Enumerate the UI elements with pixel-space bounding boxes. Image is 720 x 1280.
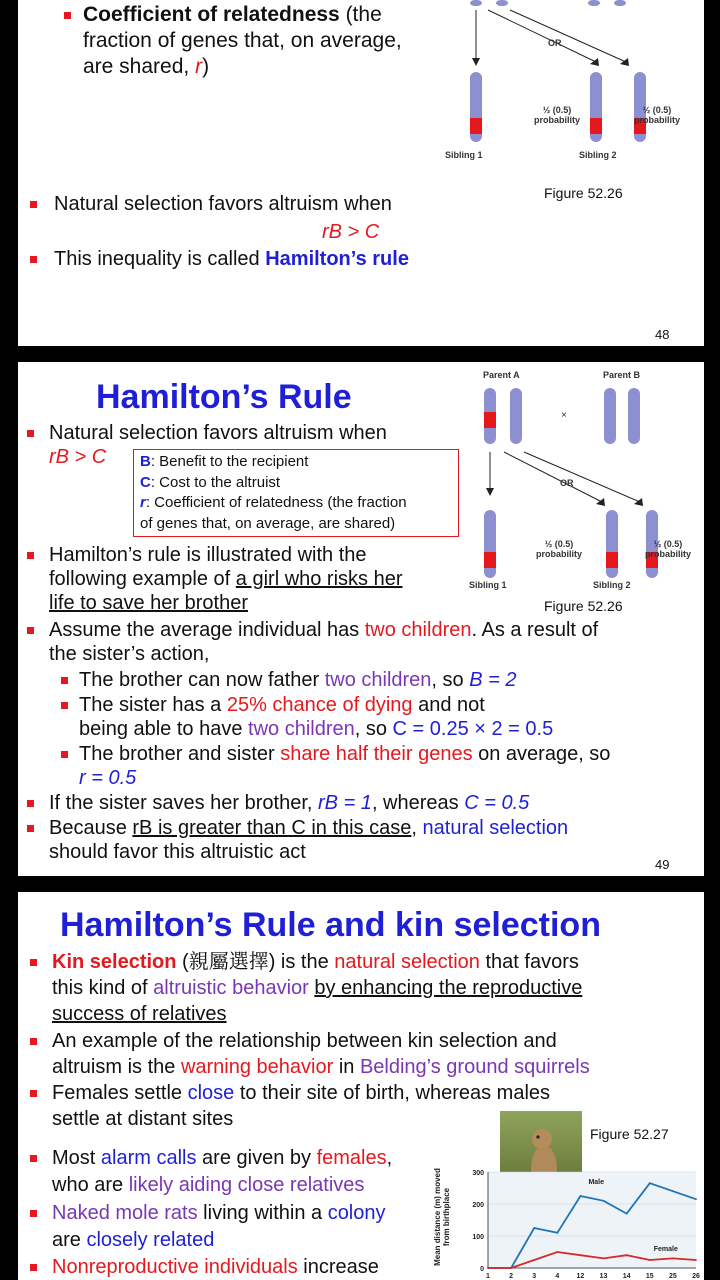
x-tick-label: 13 [599,1273,608,1280]
natural-selection-text: Natural selection favors altruism when [54,193,392,215]
hamilton-rule-prefix: This inequality is called [54,248,266,270]
benefit-children: two children [324,669,432,691]
bullet [64,12,71,19]
alarm-relatives: likely aiding close relatives [128,1174,365,1196]
parent-b-label: Parent B [603,370,641,380]
figure-caption: Figure 52.26 [544,598,623,614]
series-label-female: Female [653,1246,678,1254]
sub-bullet [61,751,68,758]
settle-b: to their site of birth, whereas males [234,1082,551,1104]
relatedness-a: The brother and sister [79,743,281,765]
r-definition: : Coefficient of relatedness (the fraction [145,494,407,511]
alarm-calls: alarm calls [100,1147,197,1169]
data-point-male [603,1200,605,1202]
bullet [30,256,37,263]
bullet [27,825,34,832]
kin-selection-text [52,949,700,1027]
kin-altruistic: altruistic behavior [153,977,309,999]
data-point-female [510,1267,512,1269]
probability-label-2: ½ (0.5) probability [634,105,681,125]
data-point-female [603,1258,605,1260]
beldings-squirrels: Belding’s ground squirrels [359,1056,590,1078]
naked-mole-rats: Naked mole rats [52,1202,198,1224]
data-point-male [556,1232,558,1234]
kin-underlined-2: success of relatives [52,1003,227,1025]
data-point-female [580,1254,582,1256]
cost-children: two children [248,718,355,740]
slide-48 [18,0,704,346]
squirrel-line1: An example of the relationship between kin selection and [52,1030,557,1052]
settle-close: close [187,1082,235,1104]
dispersal-line-chart [458,1162,702,1280]
x-tick-label: 14 [622,1273,631,1280]
or-label: OR [548,38,562,48]
rescue-a: If the sister saves her brother, [49,792,319,814]
y-tick-label: 200 [472,1202,484,1209]
kin-a: (親屬選擇) is the [176,951,335,973]
cost-c: being able to have [79,718,249,740]
mole-rat-colony: colony [327,1202,386,1224]
series-label-male: Male [588,1179,605,1186]
example-line1: Hamilton’s rule is illustrated with the [49,544,367,566]
nonreproductive-term: Nonreproductive individuals [52,1256,298,1278]
example-underlined: a girl who risks her [235,568,403,590]
sibling-2-label: Sibling 2 [579,150,617,160]
data-point-male [672,1190,674,1192]
mole-rat-a: living within a [197,1202,328,1224]
conclusion-b: , [411,817,423,839]
data-point-male [695,1198,697,1200]
bullet [30,1210,37,1217]
rescue-text [49,791,529,815]
r-symbol: r [195,55,203,78]
cost-text [79,693,699,741]
bullet [30,1090,37,1097]
coefficient-text-part: (the [339,3,382,26]
page-number: 48 [655,327,670,342]
coefficient-text-line3: are shared, [83,55,196,78]
squirrel-text [52,1028,700,1080]
two-children: two children [364,619,472,641]
sibling-1-label: Sibling 1 [445,150,483,160]
cost-a: The sister has a [79,694,227,716]
kin-selection-term: Kin selection [52,951,177,973]
kin-underlined: by enhancing the reproductive [314,977,583,999]
slide-title: Hamilton’s Rule [96,378,352,416]
slide-title: Hamilton’s Rule and kin selection [60,906,601,944]
conclusion-a: Because [49,817,133,839]
y-tick-label: 100 [472,1234,484,1241]
x-tick-label: 25 [668,1273,677,1280]
nonreproductive-text [52,1254,472,1280]
data-point-female [626,1254,628,1256]
sibling-2-label: Sibling 2 [593,580,631,590]
mole-rat-text [52,1200,472,1254]
alarm-c: , [386,1147,393,1169]
squirrel-a: altruism is the [52,1056,181,1078]
r-key: r [140,494,146,511]
rescue-eq2: C = 0.5 [464,792,530,814]
assumption-a: Assume the average individual has [49,619,365,641]
data-point-male [580,1195,582,1197]
y-tick-label: 0 [480,1266,484,1273]
assumption-b: . As a result of [471,619,599,641]
hamilton-inequality: rB > C [322,221,380,243]
b-definition: : Benefit to the recipient [150,453,309,470]
or-label: OR [560,478,574,488]
x-tick-label: 26 [692,1273,700,1280]
slide-49 [18,362,704,876]
c-key: C [140,473,151,491]
assumption-text [49,618,699,666]
cost-d: , so [354,718,393,740]
page-number: 49 [655,857,670,872]
r-definition-2: of genes that, on average, are shared) [140,514,396,532]
slide-kin-selection [18,892,704,1280]
bullet [30,1038,37,1045]
coefficient-text-line2: fraction of genes that, on average, [83,29,402,52]
probability-label-1: ½ (0.5) probability [534,105,581,125]
alarm-a: Most [52,1147,101,1169]
squirrel-b: in [333,1056,360,1078]
alarm-b: are given by [196,1147,317,1169]
data-point-female [556,1251,558,1253]
chart-ylabel [433,1160,451,1280]
relatedness-genes: share half their genes [280,743,473,765]
example-underlined-2: life to save her brother [49,592,248,614]
natural-selection-text: Natural selection favors altruism when [49,422,387,444]
coefficient-text-end: ) [202,55,210,78]
coefficient-term: Coefficient of relatedness [83,3,340,26]
coefficient-text [83,2,463,80]
benefit-a: The brother can now father [79,669,325,691]
probability-label-2: ½ (0.5) probability [645,539,692,559]
kin-line2: this kind of [52,977,154,999]
x-tick-label: 3 [532,1273,537,1280]
data-point-male [626,1213,628,1215]
x-tick-label: 2 [509,1273,514,1280]
bullet [27,430,34,437]
conclusion-text [49,816,669,864]
sub-bullet [61,702,68,709]
bullet [27,800,34,807]
kin-natural-selection: natural selection [334,951,480,973]
relatedness-equation: r = 0.5 [79,767,137,789]
rescue-b: , whereas [371,792,465,814]
alarm-text [52,1145,472,1199]
mole-rat-line2: are [52,1229,87,1251]
hamilton-rule-text [54,247,409,271]
alarm-females: females [316,1147,387,1169]
relatedness-b: on average, so [472,743,611,765]
c-definition: : Cost to the altruist [150,473,281,491]
bullet [30,1264,37,1271]
conclusion-underlined: rB is greater than C in this case [132,817,412,839]
bullet [27,552,34,559]
x-tick-label: 1 [486,1273,490,1280]
data-point-female [649,1259,651,1261]
benefit-b: , so [431,669,470,691]
data-point-female [672,1258,674,1260]
bullet [27,627,34,634]
relatedness-text [79,742,699,790]
x-tick-label: 15 [645,1273,654,1280]
warning-behavior: warning behavior [180,1056,334,1078]
figure-caption: Figure 52.27 [590,1126,669,1142]
settle-text [52,1080,700,1132]
cost-risk: 25% chance of dying [226,694,413,716]
data-point-male [533,1227,535,1229]
benefit-equation: B = 2 [469,669,517,691]
settle-a: Females settle [52,1082,188,1104]
rescue-eq1: rB = 1 [318,792,372,814]
assumption-line2: the sister’s action, [49,643,210,665]
definition-box [133,449,459,537]
conclusion-line2: should favor this altruistic act [49,841,306,863]
benefit-text [79,668,516,692]
data-point-male [649,1182,651,1184]
probability-label-1: ½ (0.5) probability [536,539,583,559]
hamilton-rule-name: Hamilton’s rule [265,248,409,270]
sub-bullet [61,677,68,684]
x-tick-label: 12 [576,1273,585,1280]
bullet [30,959,37,966]
parent-a-label: Parent A [483,370,520,380]
example-line2: following example of [49,568,236,590]
figure-caption: Figure 52.26 [544,185,623,201]
cost-b: and not [412,694,485,716]
cost-equation: C = 0.25 × 2 = 0.5 [392,718,554,740]
y-axis-label: Mean distance (m) moved from birthplace [433,1168,451,1266]
nonreproductive-a: increase [297,1256,379,1278]
data-point-female [695,1259,697,1261]
settle-line2: settle at distant sites [52,1108,234,1130]
kin-b: that favors [479,951,579,973]
example-text [49,543,469,615]
mole-rat-related: closely related [86,1229,215,1251]
bullet [30,201,37,208]
alarm-line2: who are [52,1174,129,1196]
hamilton-inequality: rB > C [49,446,107,468]
sibling-1-label: Sibling 1 [469,580,507,590]
b-key: B [140,453,151,470]
times-symbol: × [561,410,567,421]
y-tick-label: 300 [472,1170,484,1177]
data-point-female [533,1259,535,1261]
x-tick-label: 4 [555,1273,560,1280]
data-point-female [487,1267,489,1269]
bullet [30,1155,37,1162]
conclusion-natural-selection: natural selection [422,817,569,839]
